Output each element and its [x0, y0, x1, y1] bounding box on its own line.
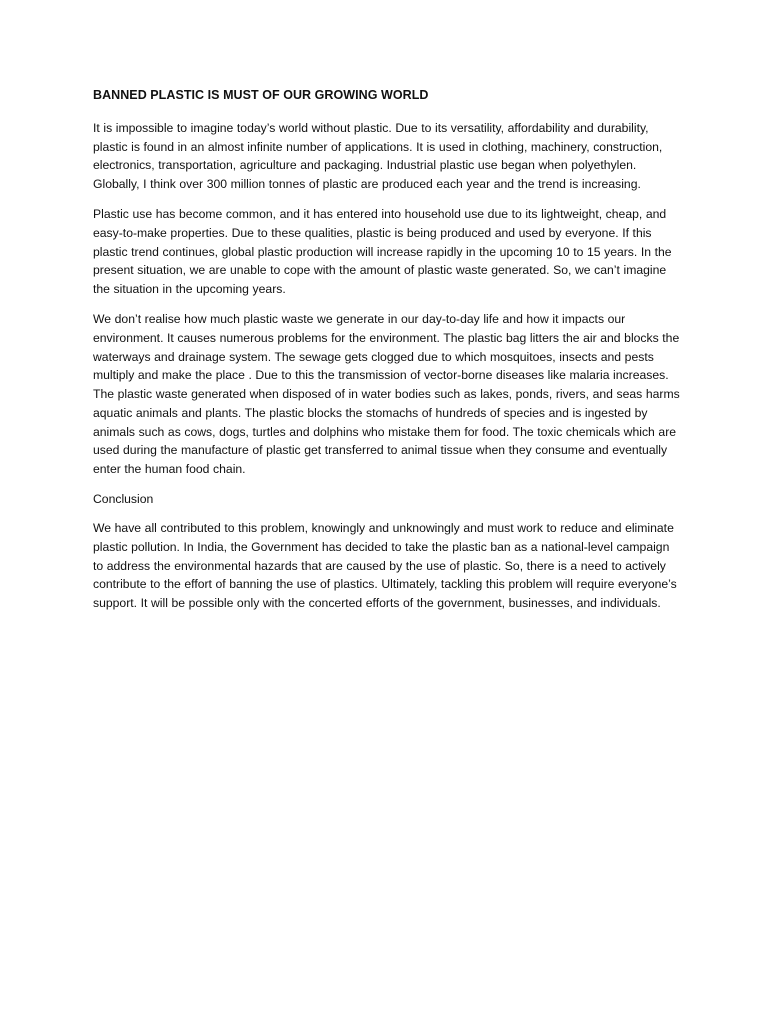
paragraph-environment-impact: We don’t realise how much plastic waste we generate in our day-to-day life and how it impacts our environment. It causes numerous problems for the environment. The plastic bag litters the air and blocks the waterways and drainage system. The sewage gets clogged due to which mosquitoes, insects and pests multiply and make the place . Due to this the transmission of vector-borne diseases like malaria increases. The plastic waste generated when disposed of in water bodies such as lakes, ponds, rivers, and seas harms aquatic animals and plants. The plastic blocks the stomachs of hundreds of species and is ingested by animals such as cows, dogs, turtles and dolphins who mistake them for food. The toxic chemicals which are used during the manufacture of plastic get transferred to animal tissue when they consume and eventually enter the human food chain.	[93, 312, 680, 476]
document-title: BANNED PLASTIC IS MUST OF OUR GROWING WORLD	[93, 88, 429, 102]
paragraph-household-use: Plastic use has become common, and it has entered into household use due to its lightweight, cheap, and easy-to-make properties. Due to these qualities, plastic is being produced and used by everyone. If this plastic trend continues, global plastic production will increase rapidly in the upcoming 10 to 15 years. In the present situation, we are unable to cope with the amount of plastic waste generated. So, we can’t imagine the situation in the upcoming years.	[93, 207, 672, 297]
paragraph-conclusion: We have all contributed to this problem, knowingly and unknowingly and must work to reduce and eliminate plastic pollution. In India, the Government has decided to take the plastic ban as a national-level campaign to address the environmental hazards that are caused by the use of plastic. So, there is a need to actively contribute to the effort of banning the use of plastics. Ultimately, tackling this problem will require everyone’s support. It will be possible only with the concerted efforts of the government, businesses, and individuals.	[93, 521, 677, 610]
paragraph-intro: It is impossible to imagine today’s world without plastic. Due to its versatility, affordability and durability, plastic is found in an almost infinite number of applications. It is used in clothing, machinery, construction, electronics, transportation, agriculture and packaging. Industrial plastic use began when polyethylen. Globally, I think over 300 million tonnes of plastic are produced each year and the trend is increasing.	[93, 121, 663, 192]
conclusion-heading: Conclusion	[93, 492, 154, 507]
document-body	[93, 86, 683, 624]
